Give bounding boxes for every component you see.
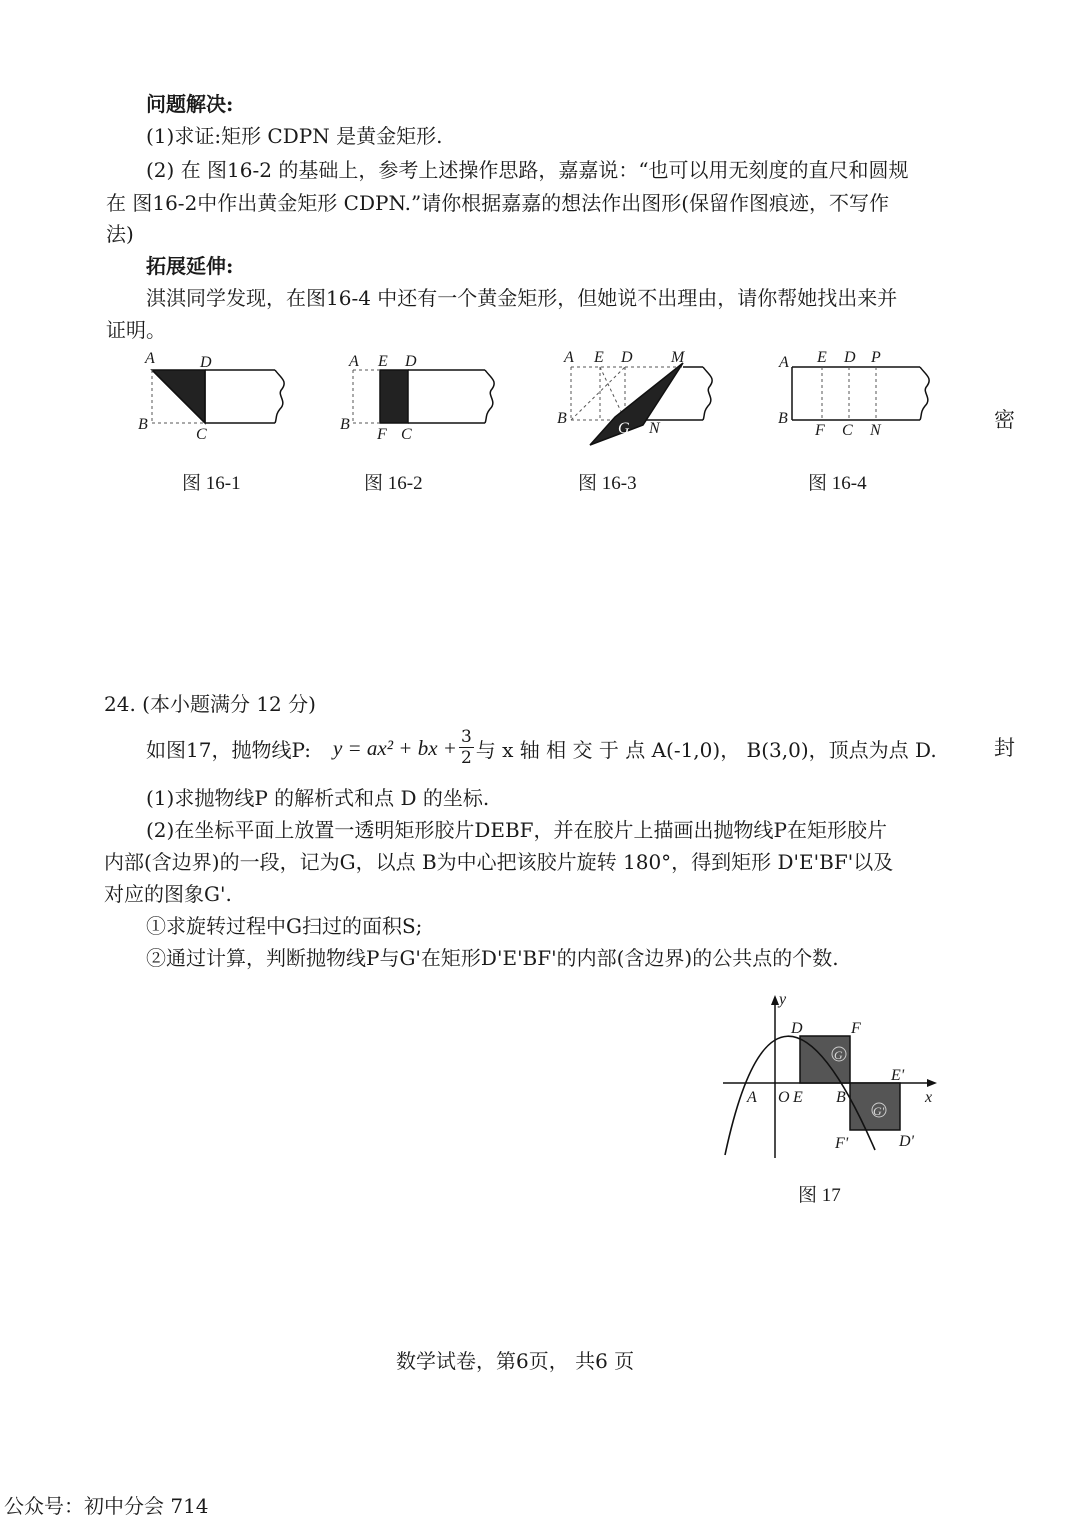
margin-mark-mi: 密: [994, 408, 1015, 432]
label-C: C: [401, 426, 412, 443]
label-A: A: [747, 1089, 757, 1106]
label-D: D: [791, 1020, 803, 1037]
label-C: C: [842, 422, 853, 439]
label-y: y: [779, 991, 787, 1008]
label-O: O: [778, 1089, 790, 1106]
label-C: C: [196, 426, 207, 443]
question-2-line-1: (2) 在 图16-2 的基础上，参考上述操作思路，嘉嘉说：“也可以用无刻度的直尺和圆规: [146, 158, 909, 182]
figure-16-1: [130, 345, 300, 445]
label-G: G: [618, 420, 630, 437]
label-A: A: [564, 349, 574, 366]
caption-16-4: 图 16-4: [808, 473, 867, 494]
q24-part-2-line-2: 内部(含边界)的一段，记为G，以点 B为中心把该胶片旋转 180°，得到矩形 D'E'BF'以及: [104, 850, 894, 874]
q24-intro-before: 如图17，抛物线P:: [146, 737, 311, 762]
q24-intro-after: 与 x 轴 相 交 于 点 A(-1,0)， B(3,0)，顶点为点 D.: [475, 737, 937, 762]
label-E: E: [594, 349, 604, 366]
label-D: D: [200, 354, 212, 371]
figure-16-3: [555, 345, 730, 455]
label-B: B: [836, 1089, 846, 1106]
label-N: N: [649, 420, 660, 437]
label-A: A: [779, 354, 789, 371]
label-G-prime: G': [873, 1104, 885, 1118]
caption-16-3: 图 16-3: [578, 473, 637, 494]
label-E: E: [793, 1089, 803, 1106]
label-x: x: [925, 1089, 933, 1106]
page-footer: 数学试卷，第6页， 共6 页: [396, 1349, 635, 1373]
label-B: B: [340, 416, 350, 433]
question-2-line-2: 在 图16-2中作出黄金矩形 CDPN.”请你根据嘉嘉的想法作出图形(保留作图痕迹，不写作: [106, 191, 890, 215]
caption-16-2: 图 16-2: [364, 473, 423, 494]
label-M: M: [671, 349, 685, 366]
formula-fraction: [459, 729, 474, 767]
extension-heading: 拓展延伸:: [146, 254, 234, 278]
label-D: D: [844, 349, 856, 366]
label-D: D: [405, 353, 417, 370]
q24-part-2-line-1: (2)在坐标平面上放置一透明矩形胶片DEBF，并在胶片上描画出抛物线P在矩形胶片: [146, 818, 887, 842]
figure-16-2: [335, 345, 510, 445]
label-F: F: [377, 426, 387, 443]
question-1-text: (1)求证:矩形 CDPN 是黄金矩形.: [146, 124, 443, 148]
q24-intro: [146, 720, 937, 776]
label-D: D: [621, 349, 633, 366]
label-E: E: [378, 353, 388, 370]
label-B: B: [778, 410, 788, 427]
margin-mark-feng: 封: [994, 736, 1015, 760]
label-A: A: [145, 350, 155, 367]
label-A: A: [349, 353, 359, 370]
label-B: B: [557, 410, 567, 427]
figure-17: [715, 990, 950, 1165]
label-E-prime: E': [891, 1067, 905, 1084]
label-D-prime: D': [899, 1133, 914, 1150]
parabola-formula: y = ax² + bx +: [332, 735, 457, 760]
label-F: F: [851, 1020, 861, 1037]
fraction-numerator: 3: [460, 727, 472, 747]
q24-part-1: (1)求抛物线P 的解析式和点 D 的坐标.: [146, 786, 490, 810]
problem-solving-heading: 问题解决:: [146, 92, 234, 116]
extension-line-2: 证明。: [106, 318, 166, 342]
label-B: B: [138, 416, 148, 433]
label-E: E: [817, 349, 827, 366]
watermark: 公众号：初中分会 714: [4, 1494, 209, 1518]
q24-part-2-line-3: 对应的图象G'.: [104, 882, 232, 906]
q24-subquestion-1: ①求旋转过程中G扫过的面积S;: [146, 914, 423, 938]
label-F-prime: F': [835, 1135, 849, 1152]
extension-line-1: 淇淇同学发现，在图16-4 中还有一个黄金矩形，但她说不出理由，请你帮她找出来并: [146, 286, 898, 310]
q24-subquestion-2: ②通过计算，判断抛物线P与G'在矩形D'E'BF'的内部(含边界)的公共点的个数.: [146, 946, 839, 970]
caption-16-1: 图 16-1: [182, 473, 241, 494]
fraction-denominator: 2: [460, 748, 472, 768]
label-P: P: [871, 349, 881, 366]
label-F: F: [815, 422, 825, 439]
q24-title: 24. (本小题满分 12 分): [104, 692, 316, 716]
caption-17: 图 17: [798, 1185, 841, 1206]
label-G: G: [834, 1048, 843, 1062]
question-2-line-3: 法): [106, 222, 134, 246]
figure-16-4: [770, 345, 950, 445]
label-N: N: [870, 422, 881, 439]
